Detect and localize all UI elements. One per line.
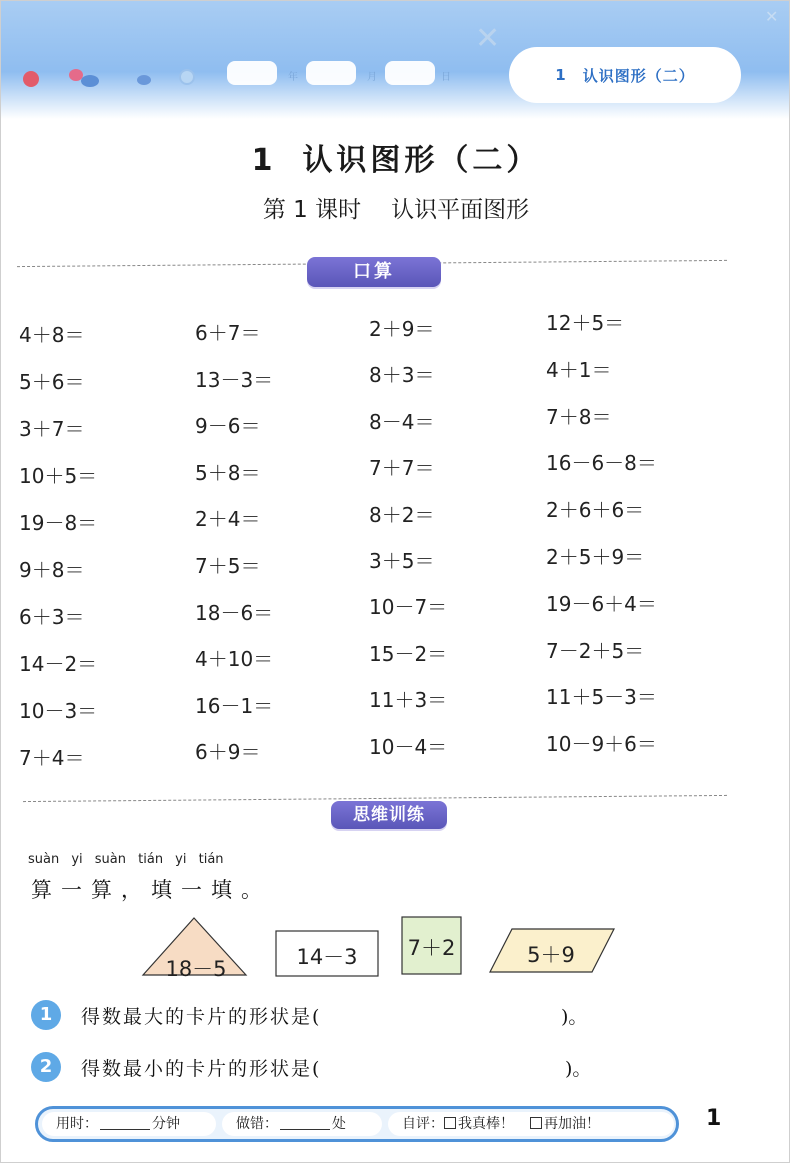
section-tag-oral: 口算 [307,257,441,287]
option-great-label: 我真棒！ [458,1116,514,1132]
self-eval-label: 自评： [402,1116,444,1132]
oral-problem: 6＋7＝ [195,321,261,345]
oral-problem: 9－6＝ [195,414,261,439]
oral-problem: 7＋5＝ [195,554,261,578]
time-unit: 分钟 [152,1116,180,1132]
header-band [1,1,790,119]
question-2-text: 得数最小的卡片的形状是( [81,1058,322,1080]
card-parallelogram-text: 5＋9 [527,943,575,967]
decor-cross-icon-small: ✕ [765,7,779,26]
question-1-text: 得数最大的卡片的形状是( [81,1006,322,1028]
time-label: 用时： [56,1116,98,1132]
date-year-label: 年 [288,72,298,83]
oral-problem: 4＋8＝ [19,323,85,347]
oral-problem: 16－6－8＝ [546,451,657,476]
oral-problem: 7＋8＝ [546,404,612,429]
errors-label: 做错： [236,1116,278,1132]
oral-problem: 10－7＝ [369,595,448,620]
oral-problem: 9＋8＝ [19,558,85,582]
oral-problem: 2＋6＋6＝ [546,498,645,523]
oral-problem: 5＋6＝ [19,370,85,394]
question-2-answer-close[interactable]: )。 [565,1058,592,1080]
title-main: 认识图形（二） [302,143,541,178]
errors-blank[interactable] [280,1116,330,1130]
oral-problem: 2＋9＝ [369,317,435,341]
oral-problem: 7＋7＝ [369,456,435,481]
date-year-box[interactable] [227,61,277,85]
oral-problem: 3＋5＝ [369,549,435,573]
card-rectangle-text: 14－3 [296,945,358,969]
errors-unit: 处 [332,1116,346,1132]
card-square-text: 7＋2 [407,936,456,960]
instruction-pinyin: suàn yi suàn tián yi tián [28,852,224,867]
shape-cards [1,909,790,999]
oral-problem: 4＋10＝ [195,647,274,672]
time-blank[interactable] [100,1116,150,1130]
footer-errors-segment [222,1112,382,1136]
oral-problem: 6＋9＝ [195,740,261,765]
decor-leaf [81,75,99,87]
question-1-answer-close[interactable]: )。 [561,1006,588,1028]
oral-problem: 10＋5＝ [19,464,98,488]
oral-problem: 2＋4＝ [195,507,261,532]
oral-problem: 13－3＝ [195,367,274,392]
oral-problem: 10－3＝ [19,699,98,723]
oral-problem: 8＋2＝ [369,502,435,527]
oral-problem: 8－4＝ [369,409,435,434]
question-2-number-badge: 2 [31,1052,61,1082]
date-day-box[interactable] [385,61,435,85]
oral-problem: 8＋3＝ [369,363,435,388]
oral-problem: 19－8＝ [19,511,98,535]
oral-problem: 10－9＋6＝ [546,732,657,757]
oral-problem: 10－4＝ [369,734,448,759]
checkbox-keep-going[interactable] [530,1117,542,1129]
oral-problem: 19－6＋4＝ [546,591,657,616]
oral-problem: 7＋4＝ [19,746,85,770]
instruction-text: 算一算，填一填。 [31,878,271,902]
lesson-topic: 认识平面图形 [391,197,530,223]
decor-cross-icon: ✕ [475,21,501,56]
card-triangle-text: 18－5 [165,957,227,981]
footer-self-eval-segment [388,1112,674,1136]
date-day-label: 日 [441,72,451,83]
title-number: 1 [251,143,277,178]
unit-number: 1 [555,66,567,84]
oral-problem: 3＋7＝ [19,417,85,441]
oral-problem: 18－6＝ [195,600,274,625]
oral-problem: 4＋1＝ [546,357,612,382]
oral-problem: 5＋8＝ [195,460,261,485]
checkbox-great[interactable] [444,1117,456,1129]
oral-problem: 6＋3＝ [19,605,85,629]
oral-problem: 7－2＋5＝ [546,638,645,663]
lesson-number: 第 1 课时 [262,197,362,223]
date-month-box[interactable] [306,61,356,85]
page-title [1,135,790,179]
date-month-label: 月 [367,72,377,83]
page-number: 1 [706,1106,722,1131]
lesson-subtitle [1,191,790,224]
footer-time-segment [42,1112,216,1136]
decor-leaf-small [137,75,151,85]
option-keep-going-label: 再加油！ [544,1116,600,1132]
question-1-number-badge: 1 [31,1000,61,1030]
section-tag-thinking: 思维训练 [331,801,447,829]
oral-problem: 11＋3＝ [369,688,448,713]
footer-record-bar [35,1106,679,1142]
oral-problem: 14－2＝ [19,652,98,676]
decor-flower-icon [179,69,195,85]
oral-problem: 12＋5＝ [546,311,625,335]
decor-dot-red [23,71,39,87]
unit-title-pill [509,47,741,103]
oral-problem: 16－1＝ [195,693,274,718]
oral-problem: 11＋5－3＝ [546,685,657,710]
oral-problem: 2＋5＋9＝ [546,545,645,569]
unit-title: 认识图形（二） [582,66,695,85]
oral-problem: 15－2＝ [369,641,448,666]
